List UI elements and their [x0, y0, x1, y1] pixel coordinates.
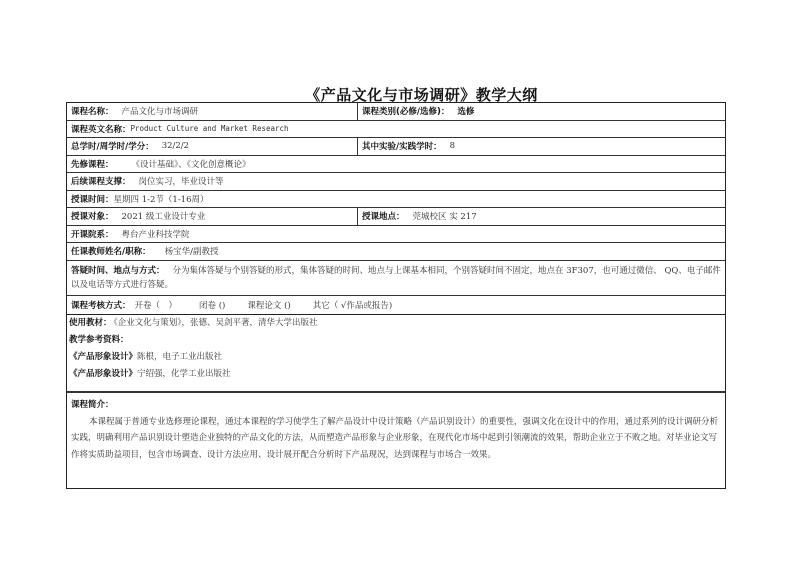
row-intro — [67, 392, 725, 488]
reference-book: 《产品形象设计》 — [69, 368, 138, 379]
english-name-label: 课程英文名称： — [71, 124, 131, 135]
textbook-line — [69, 315, 318, 332]
location-value: 莞城校区 实 217 — [412, 212, 477, 223]
prerequisites-value: 《设计基础》、《文化创意概论》 — [131, 159, 251, 170]
reference-detail: 陈根，电子工业出版社 — [137, 351, 223, 362]
schedule-value: 星期四 1-2节（1-16周） — [113, 194, 209, 205]
follow-up-label: 后续课程支撑： — [71, 177, 131, 188]
course-name-value: 产品文化与市场调研 — [121, 107, 199, 118]
row-teacher — [67, 243, 725, 261]
assessment-thesis: 课程论文 () — [247, 300, 291, 311]
intro-text: 本课程属于普通专业选修理论课程，通过本课程的学习使学生了解产品设计中设计策略（产品识别设计）的重要性，强调文化在设计中的作用，通过系列的设计调研分析实践，明确利用产品识别设计塑造企业独特的产品文化的方法，从而塑造产品形象与企业形象，在现代化市场中起到引领潮流的效果，帮助企业立于不败之地。对毕业论文写作将实质助益项目，包含市场调查、设计方法应用、设计展开配合分析时下产品现况，达到课程与市场合一效果。 — [71, 416, 719, 460]
reference-item — [69, 349, 318, 366]
reference-book: 《产品形象设计》 — [69, 351, 138, 362]
prerequisites-label: 先修课程： — [71, 159, 114, 170]
teacher-value: 杨宝华/副教授 — [164, 247, 219, 258]
textbook-value: 《企业文化与策划》，张德、吴剑平著，清华大学出版社 — [113, 317, 318, 328]
page-title: 《产品文化与市场调研》教学大纲 — [305, 86, 538, 104]
audience-label: 授课对象： — [71, 212, 114, 223]
references-label: 教学参考资料： — [69, 334, 129, 345]
row-department — [67, 226, 725, 244]
assessment-closed-book: 闭卷 () — [199, 300, 226, 311]
textbook-label: 使用教材： — [69, 317, 112, 328]
row-hours — [67, 138, 725, 156]
audience-value: 2021 级工业设计专业 — [121, 212, 206, 223]
qa-label: 答疑时间、地点与方式： — [71, 265, 165, 276]
row-materials — [67, 315, 725, 392]
intro-label: 课程简介： — [71, 399, 114, 410]
course-type-label: 课程类别(必修/选修)： — [362, 107, 450, 118]
row-english-name — [67, 121, 725, 139]
assessment-other: 其它（ √作品或报告) — [312, 300, 393, 311]
row-qa — [67, 261, 725, 296]
reference-item — [69, 366, 318, 383]
schedule-label: 授课时间： — [71, 194, 114, 205]
course-type-value: 选修 — [457, 107, 475, 118]
teacher-label: 任课教师姓名/职称： — [71, 247, 151, 258]
department-label: 开课院系： — [71, 229, 114, 240]
practice-hours-value: 8 — [449, 141, 456, 152]
qa-value: 分为集体答疑与个别答疑的形式，集体答疑的时间、地点与上课基本相同，个别答疑时间不固定，地点在 3F307，也可通过微信、 QQ、电子邮件以及电话等方式进行答疑。 — [71, 265, 721, 290]
hours-value: 32/2/2 — [161, 141, 190, 152]
row-prerequisites — [67, 156, 725, 174]
location-label: 授课地点： — [362, 212, 405, 223]
row-schedule — [67, 191, 725, 209]
course-name-label: 课程名称： — [71, 107, 114, 118]
row-audience — [67, 208, 725, 226]
assessment-label: 课程考核方式： — [71, 300, 131, 311]
hours-label: 总学时/周学时/学分： — [71, 142, 154, 153]
assessment-open-book: 开卷（ ） — [134, 300, 178, 311]
row-assessment — [67, 296, 725, 315]
references-line — [69, 332, 318, 349]
syllabus-table — [66, 102, 726, 489]
row-follow-up — [67, 173, 725, 191]
english-name-value: Product Culture and Market Research — [130, 124, 289, 134]
follow-up-value: 岗位实习，毕业设计等 — [138, 177, 224, 188]
row-course-name — [67, 103, 725, 121]
practice-hours-label: 其中实验/实践学时： — [362, 142, 442, 153]
department-value: 粤台产业科技学院 — [121, 229, 190, 240]
reference-detail: 宁绍强，化学工业出版社 — [137, 368, 231, 379]
